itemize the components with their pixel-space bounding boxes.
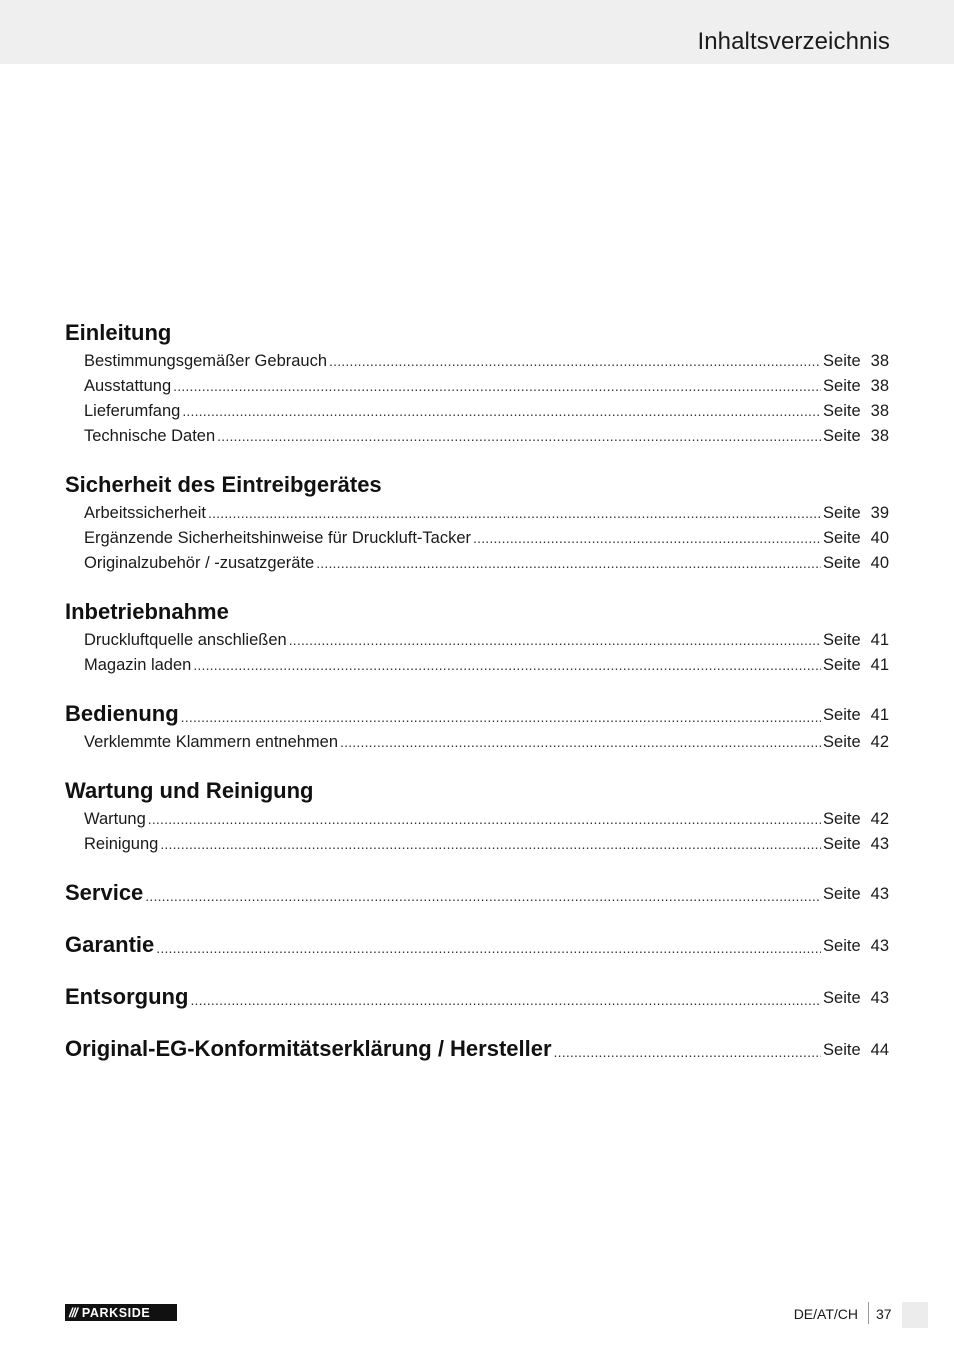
footer-page-number: 37 [876, 1306, 892, 1322]
logo-slashes: /// [69, 1305, 77, 1320]
toc-seite-label: Seite [823, 885, 861, 903]
toc-entry[interactable] [65, 396, 889, 421]
toc-leader-dots [289, 633, 821, 650]
toc-entry[interactable] [65, 804, 889, 829]
toc-heading-label: Original-EG-Konformitätserklärung / Hersteller [65, 1036, 552, 1061]
toc-seite-label: Seite [823, 989, 861, 1007]
toc-entry[interactable] [65, 498, 889, 523]
toc-entry[interactable] [65, 371, 889, 396]
toc-section [65, 872, 889, 906]
toc-section [65, 976, 889, 1010]
toc-entry-label: Arbeitssicherheit [84, 504, 206, 522]
toc-section [65, 464, 889, 573]
footer-language: DE/AT/CH [793, 1306, 858, 1322]
toc-page-number: 38 [870, 352, 889, 370]
toc-heading-label: Inbetriebnahme [65, 599, 229, 624]
page-title: Inhaltsverzeichnis [697, 28, 890, 55]
toc-heading[interactable] [65, 770, 889, 804]
footer-tab-box [902, 1302, 928, 1328]
toc-page-number: 39 [870, 504, 889, 522]
parkside-logo [65, 1304, 177, 1321]
toc-entry-label: Ergänzende Sicherheitshinweise für Druckluft-Tacker [84, 529, 472, 547]
toc-seite-label: Seite [823, 810, 861, 828]
toc-page-number: 42 [870, 810, 889, 828]
toc-page-number: 43 [870, 937, 889, 955]
toc-page-number: 41 [870, 656, 889, 674]
toc-page-number: 40 [870, 529, 889, 547]
toc-heading[interactable] [65, 872, 889, 906]
toc-leader-dots [173, 379, 821, 396]
toc-entry[interactable] [65, 625, 889, 650]
toc-seite-label: Seite [823, 352, 861, 370]
toc-heading-label: Wartung und Reinigung [65, 778, 314, 803]
toc-heading-label: Entsorgung [65, 984, 189, 1009]
toc-entry-label: Technische Daten [84, 427, 216, 445]
toc-entry[interactable] [65, 421, 889, 446]
toc-seite-label: Seite [823, 937, 861, 955]
toc-page-number: 38 [870, 377, 889, 395]
toc-section [65, 591, 889, 675]
toc-page-number: 42 [870, 733, 889, 751]
toc-entry-label: Lieferumfang [84, 402, 181, 420]
toc-entry-label: Magazin laden [84, 656, 192, 674]
toc-heading-label: Einleitung [65, 320, 172, 345]
toc-leader-dots [217, 429, 821, 446]
toc-section [65, 1028, 889, 1062]
toc-leader-dots [156, 941, 821, 958]
toc-entry-label: Druckluftquelle anschließen [84, 631, 287, 649]
toc-entry[interactable] [65, 650, 889, 675]
toc-seite-label: Seite [823, 656, 861, 674]
toc-page-number: 38 [870, 427, 889, 445]
toc-seite-label: Seite [823, 377, 861, 395]
toc-section [65, 924, 889, 958]
toc-page-number: 41 [870, 706, 889, 724]
toc-page-number: 43 [870, 885, 889, 903]
toc-entry-label: Wartung [84, 810, 146, 828]
toc-entry-label: Reinigung [84, 835, 159, 853]
header-band [0, 0, 954, 64]
toc-seite-label: Seite [823, 554, 861, 572]
footer-divider [868, 1302, 869, 1324]
toc-heading-label: Garantie [65, 932, 155, 957]
toc-entry[interactable] [65, 829, 889, 854]
toc-page-number: 43 [870, 989, 889, 1007]
toc-seite-label: Seite [823, 706, 861, 724]
logo-text: PARKSIDE [81, 1305, 151, 1320]
toc-page-number: 41 [870, 631, 889, 649]
toc-leader-dots [190, 993, 821, 1010]
toc-leader-dots [182, 404, 821, 421]
toc-entry[interactable] [65, 523, 889, 548]
toc-leader-dots [160, 837, 821, 854]
toc-heading-label: Sicherheit des Eintreibgerätes [65, 472, 382, 497]
toc-heading[interactable] [65, 976, 889, 1010]
toc-heading[interactable] [65, 464, 889, 498]
toc-seite-label: Seite [823, 427, 861, 445]
toc-leader-dots [340, 735, 821, 752]
toc-leader-dots [473, 531, 821, 548]
toc-leader-dots [181, 710, 821, 727]
toc-heading-label: Bedienung [65, 701, 179, 726]
toc-leader-dots [148, 812, 821, 829]
toc-page-number: 43 [870, 835, 889, 853]
toc-leader-dots [208, 506, 821, 523]
footer [0, 1296, 954, 1336]
toc-leader-dots [329, 354, 821, 371]
toc-page-number: 40 [870, 554, 889, 572]
toc-heading[interactable] [65, 312, 889, 346]
toc-section [65, 312, 889, 446]
toc-seite-label: Seite [823, 529, 861, 547]
toc-seite-label: Seite [823, 1041, 861, 1059]
toc-heading[interactable] [65, 1028, 889, 1062]
toc-seite-label: Seite [823, 733, 861, 751]
toc-heading[interactable] [65, 591, 889, 625]
toc-section [65, 770, 889, 854]
toc-heading[interactable] [65, 924, 889, 958]
toc-entry[interactable] [65, 548, 889, 573]
toc-seite-label: Seite [823, 402, 861, 420]
toc-page-number: 44 [870, 1041, 889, 1059]
toc-section [65, 693, 889, 752]
toc-seite-label: Seite [823, 504, 861, 522]
toc-heading-label: Service [65, 880, 144, 905]
toc-leader-dots [316, 556, 821, 573]
table-of-contents [65, 312, 889, 1080]
toc-entry-label: Originalzubehör / -zusatzgeräte [84, 554, 315, 572]
toc-entry-label: Verklemmte Klammern entnehmen [84, 733, 339, 751]
toc-leader-dots [554, 1045, 821, 1062]
toc-heading[interactable] [65, 693, 889, 727]
toc-entry-label: Bestimmungsgemäßer Gebrauch [84, 352, 328, 370]
toc-page-number: 38 [870, 402, 889, 420]
toc-seite-label: Seite [823, 835, 861, 853]
toc-entry-label: Ausstattung [84, 377, 172, 395]
toc-leader-dots [193, 658, 821, 675]
toc-entry[interactable] [65, 346, 889, 371]
toc-entry[interactable] [65, 727, 889, 752]
toc-seite-label: Seite [823, 631, 861, 649]
toc-leader-dots [145, 889, 821, 906]
